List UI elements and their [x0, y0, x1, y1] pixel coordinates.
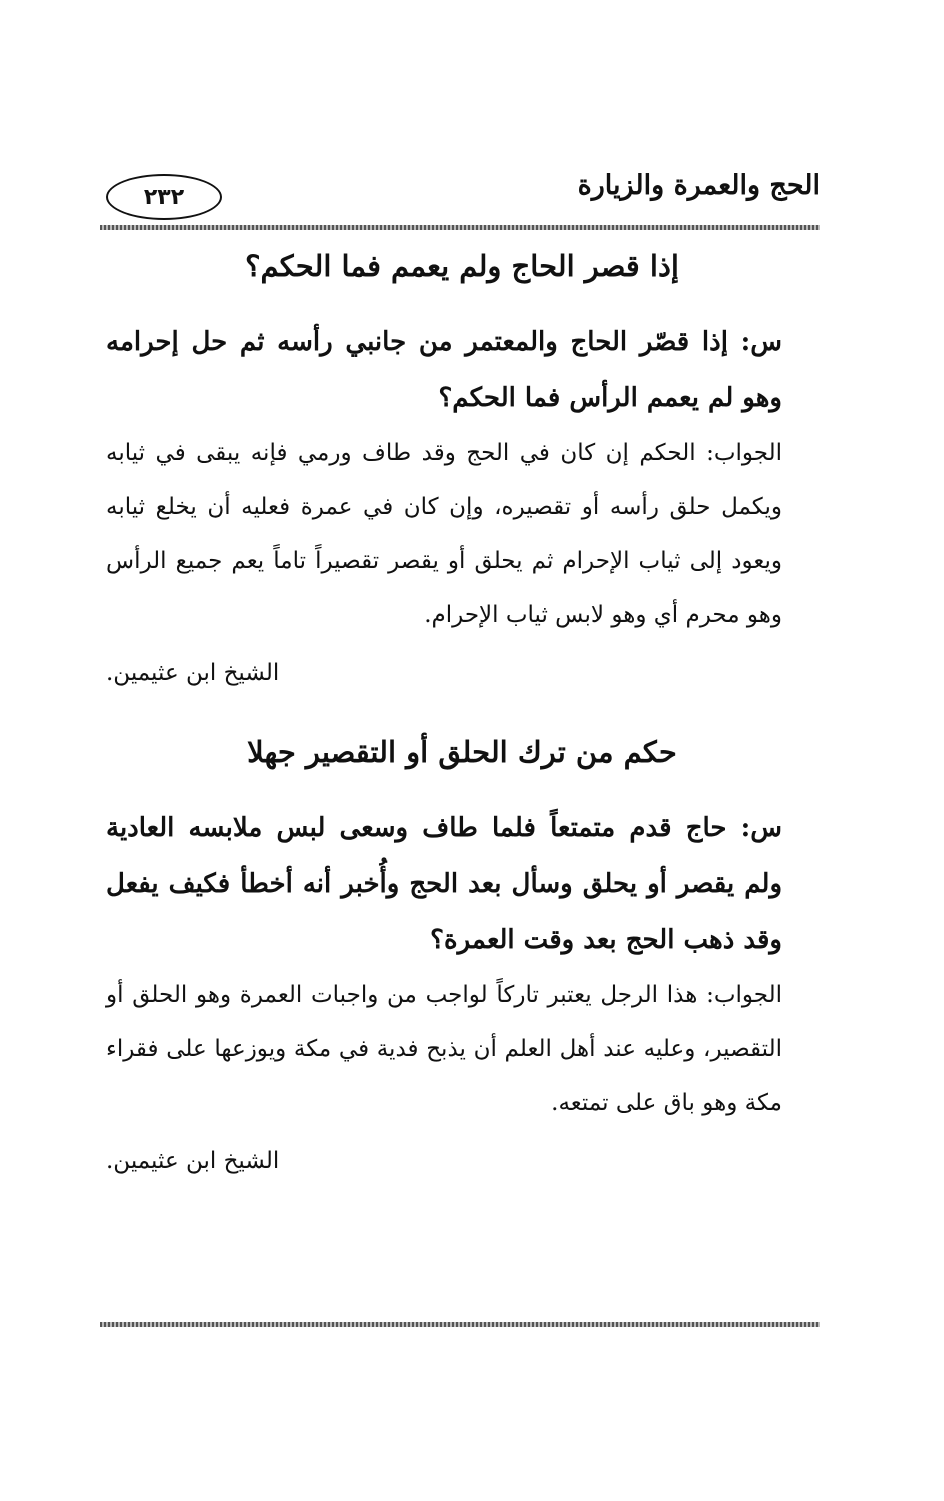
source-text: الشيخ ابن عثيمين.: [106, 1148, 280, 1174]
answer-label: الجواب:: [706, 982, 782, 1008]
footer-rule: [100, 1322, 820, 1327]
running-header: [100, 160, 820, 220]
question-paragraph: [106, 314, 818, 426]
page-content: [106, 236, 818, 1188]
question-text: حاج قدم متمتعاً فلما طاف وسعى لبس ملابسه العادية ولم يقصر أو يحلق وسأل بعد الحج وأُخبر أنه أخطأ فكيف يفعل وقد ذهب الحج بعد وقت العمرة؟: [106, 813, 782, 955]
answer-label: الجواب:: [706, 440, 783, 466]
page-number-badge: [106, 174, 222, 220]
source-attribution: [106, 646, 818, 700]
section-heading: حكم من ترك الحلق أو التقصير جهلا: [247, 735, 677, 769]
question-paragraph: [106, 800, 818, 968]
question-label: س:: [740, 327, 782, 357]
answer-text: الحكم إن كان في الحج وقد طاف ورمي فإنه يبقى في ثيابه ويكمل حلق رأسه أو تقصيره، وإن كان في عمرة فعليه أن يخلع ثيابه ويعود إلى ثياب الإحرام ثم يحلق أو يقصر تقصيراً تاماً يعم جميع الرأس وهو محرم أي وهو لابس ثياب الإحرام.: [106, 440, 782, 628]
answer-paragraph: [106, 968, 818, 1130]
section-heading: إذا قصر الحاج ولم يعمم فما الحكم؟: [245, 249, 679, 283]
question-label: س:: [740, 813, 782, 843]
book-title: الحج والعمرة والزيارة: [577, 170, 820, 201]
page-number: ٢٣٢: [143, 184, 185, 210]
answer-text: هذا الرجل يعتبر تاركاً لواجب من واجبات العمرة وهو الحلق أو التقصير، وعليه عند أهل العلم أن يذبح فدية في مكة ويوزعها على فقراء مكة وهو باق على تمتعه.: [106, 982, 782, 1116]
section-2: [106, 722, 818, 1188]
section-1: [106, 236, 818, 700]
question-text: إذا قصّر الحاج والمعتمر من جانبي رأسه ثم حل إحرامه وهو لم يعمم الرأس فما الحكم؟: [106, 327, 782, 413]
header-rule: [100, 225, 820, 230]
source-attribution: [106, 1134, 818, 1188]
source-text: الشيخ ابن عثيمين.: [106, 660, 280, 686]
answer-paragraph: [106, 426, 818, 642]
